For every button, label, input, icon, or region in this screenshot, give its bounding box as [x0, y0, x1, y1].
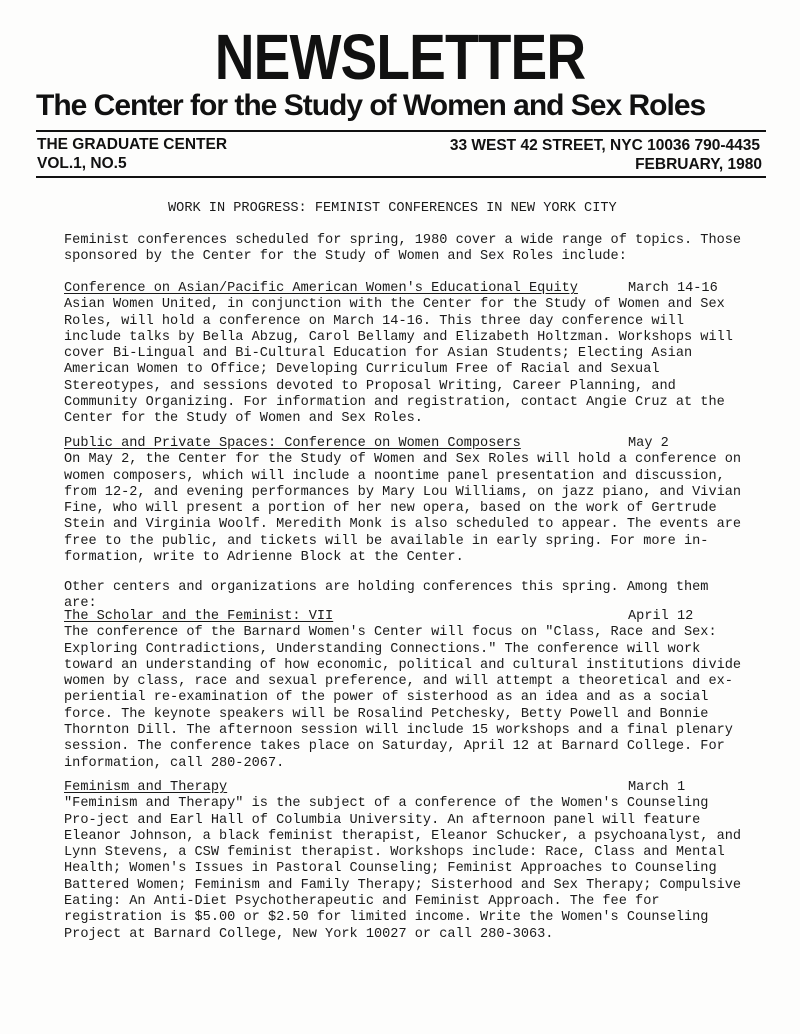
article-title: WORK IN PROGRESS: FEMINIST CONFERENCES IN NEW YORK CITY — [168, 201, 617, 216]
section-date: March 14-16 — [628, 281, 718, 296]
section-title: The Scholar and the Feminist: VII — [64, 609, 334, 624]
section-header — [64, 436, 744, 452]
section-body: Asian Women United, in conjunction with the Center for the Study of Women and Sex Roles, will hold a conference on March 14-16. This three day conference will include talks by Bella Abzug, Carol Bellamy and Elizabeth Holtzman. Workshops will cover Bi-Lingual and Bi-Cultural Education for Asian Students; Electing Asian American Women to Office; Developing Curriculum Free of Racial and Sexual Stereotypes, and sessions devoted to Proposal Writing, Career Planning, and Community Organizing. For information and registration, contact Angie Cruz at the Center for the Study of Women and Sex Roles. — [64, 297, 733, 427]
section-title: Conference on Asian/Pacific American Women's Educational Equity — [64, 281, 578, 296]
section-title: Feminism and Therapy — [64, 780, 228, 795]
conference-section — [64, 780, 744, 943]
section-date: May 2 — [628, 436, 669, 451]
volume-number: VOL.1, NO.5 — [37, 155, 127, 172]
section-date: March 1 — [628, 780, 686, 795]
transition-paragraph: Other centers and organizations are holding conferences this spring. Among them are: — [64, 580, 709, 612]
institution-name: THE GRADUATE CENTER — [37, 136, 228, 153]
address-phone: 33 WEST 42 STREET, NYC 10036 790-4435 — [449, 137, 760, 154]
conference-section — [64, 436, 744, 566]
section-header — [64, 609, 744, 625]
section-header — [64, 281, 744, 297]
header-rule-bottom — [36, 176, 766, 178]
section-date: April 12 — [628, 609, 694, 624]
article-intro: Feminist conferences scheduled for spring, 1980 cover a wide range of topics. Those sponsored by the Center for the Study of Women and Sex Roles include: — [64, 233, 742, 265]
masthead-title: NEWSLETTER — [214, 21, 586, 93]
section-body: The conference of the Barnard Women's Center will focus on "Class, Race and Sex: Exploring Contradictions, Understanding Connections." The conference will work toward an understanding of how economic, political and cultural institutions divide women by class, race and sexual preference, and will attempt a theoretical and ex-periential re-examination of the power of sisterhood as an idea and as a social force. The keynote speakers will be Rosalind Petchesky, Betty Powell and Bonnie Thornton Dill. The afternoon session will include 15 workshops and a final plenary session. The conference takes place on Saturday, April 12 at Barnard College. For information, call 280-2067. — [64, 625, 742, 771]
section-body: On May 2, the Center for the Study of Women and Sex Roles will hold a conference on women composers, which will include a noontime panel presentation and discussion, from 12-2, and evening performances by Mary Lou Williams, on jazz piano, and Vivian Fine, who will present a portion of her new opera, based on the work of Gertrude Stein and Virginia Woolf. Meredith Monk is also scheduled to appear. The events are free to the public, and tickets will be available in early spring. For more in-formation, write to Adrienne Block at the Center. — [64, 452, 742, 566]
conference-section — [64, 281, 744, 428]
section-title: Public and Private Spaces: Conference on Women Composers — [64, 436, 521, 451]
section-header — [64, 780, 744, 796]
conference-section — [64, 609, 744, 772]
section-body: "Feminism and Therapy" is the subject of a conference of the Women's Counseling Pro-ject and Earl Hall of Columbia University. An afternoon panel will feature Eleanor Johnson, a black feminist therapist, Eleanor Schucker, a psychoanalyst, and Lynn Stevens, a CSW feminist therapist. Workshops include: Race, Class and Mental Health; Women's Issues in Pastoral Counseling; Feminist Approaches to Counseling Battered Women; Feminism and Family Therapy; Sisterhood and Sex Therapy; Compulsive Eating: An Anti-Diet Psychotherapeutic and Feminist Approach. The fee for registration is $5.00 or $2.50 for limited income. Write the Women's Counseling Project at Barnard College, New York 10027 or call 280-3063. — [64, 796, 742, 942]
masthead-subtitle: The Center for the Study of Women and Sex Roles — [36, 89, 706, 122]
header-rule-top — [36, 130, 766, 132]
issue-date: FEBRUARY, 1980 — [635, 156, 762, 173]
